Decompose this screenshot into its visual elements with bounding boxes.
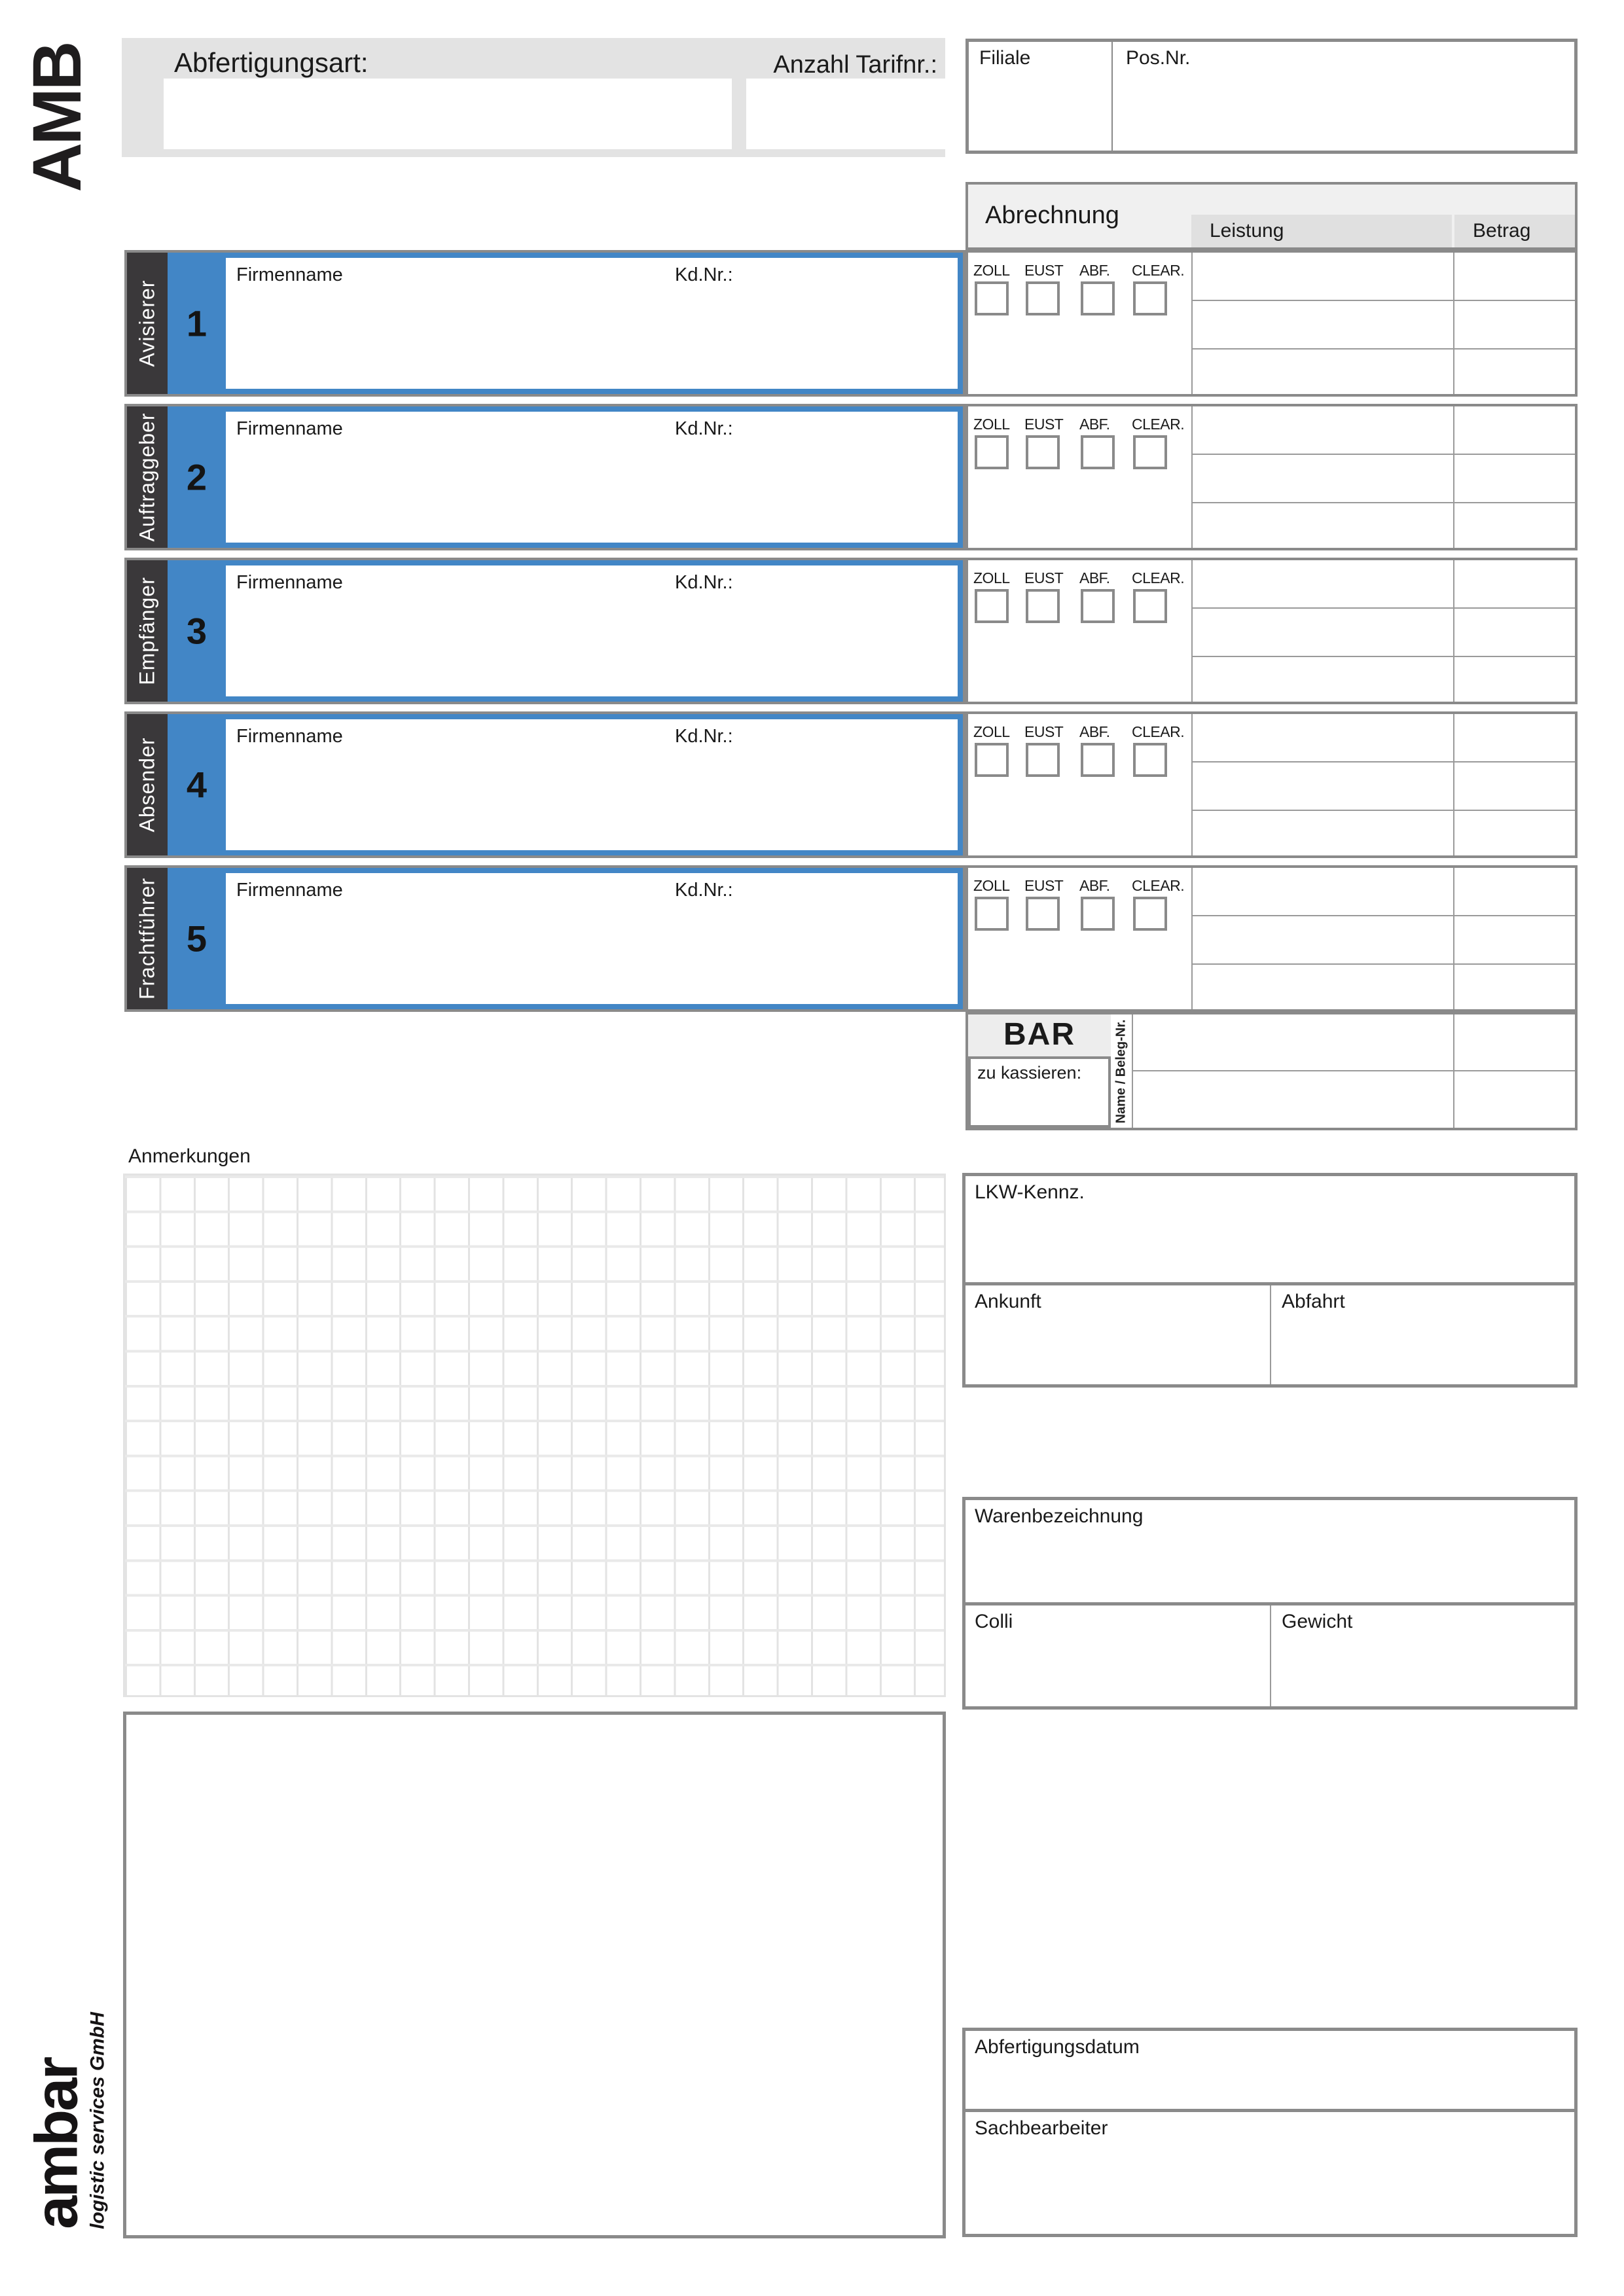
posnr-label: Pos.Nr. <box>1126 47 1191 69</box>
bar-cell-row2[interactable] <box>1134 1071 1575 1128</box>
checkbox-zoll[interactable] <box>975 743 1009 777</box>
billing-cells[interactable] <box>1191 560 1575 702</box>
company-field[interactable] <box>226 412 958 543</box>
party-row-4-absender <box>124 711 965 858</box>
cells-left-divider <box>1191 868 1193 1009</box>
zoll-label: ZOLL <box>973 416 1010 433</box>
anzahl-tarifnr-label: Anzahl Tarifnr.: <box>773 51 937 79</box>
colli-field[interactable] <box>965 1605 1270 1706</box>
betrag-divider <box>1453 714 1454 855</box>
billing-row-5 <box>965 865 1578 1012</box>
firmenname-label: Firmenname <box>236 572 343 593</box>
eust-label: EUST <box>1024 262 1064 279</box>
lkw-kennz-label: LKW-Kennz. <box>975 1181 1085 1203</box>
abf-label: ABF. <box>1079 416 1110 433</box>
betrag-divider <box>1453 868 1454 1009</box>
bar-row-divider <box>1133 1070 1575 1071</box>
role-strip <box>127 253 168 394</box>
warenbezeichnung-label: Warenbezeichnung <box>975 1505 1144 1527</box>
sachbearbeiter-label: Sachbearbeiter <box>975 2117 1108 2139</box>
abrechnung-header <box>965 182 1578 250</box>
billing-cells[interactable] <box>1191 253 1575 394</box>
company-field[interactable] <box>226 719 958 850</box>
company-field[interactable] <box>226 565 958 696</box>
checkbox-clear[interactable] <box>1133 743 1167 777</box>
section-number: 5 <box>186 918 208 960</box>
clear-label: CLEAR. <box>1132 877 1185 894</box>
gewicht-field[interactable] <box>1271 1605 1574 1706</box>
billing-row-1 <box>965 250 1578 397</box>
zu-kassieren-field[interactable] <box>968 1056 1111 1128</box>
row-divider <box>1191 656 1575 657</box>
checkbox-clear[interactable] <box>1133 897 1167 931</box>
abf-label: ABF. <box>1079 877 1110 894</box>
bar-cell-row1[interactable] <box>1134 1014 1575 1070</box>
abfertigungsart-band <box>122 38 945 157</box>
abrechnung-title: Abrechnung <box>985 202 1119 229</box>
checkbox-zoll[interactable] <box>975 897 1009 931</box>
checkbox-zoll[interactable] <box>975 589 1009 623</box>
abfertigungsdatum-field[interactable] <box>965 2031 1574 2109</box>
name-beleg-strip <box>1111 1014 1133 1128</box>
section-number: 4 <box>186 764 208 806</box>
checkbox-eust[interactable] <box>1026 435 1060 469</box>
abfahrt-field[interactable] <box>1271 1285 1574 1384</box>
zu-kassieren-label: zu kassieren: <box>977 1063 1082 1083</box>
row-divider <box>1191 915 1575 916</box>
clear-label: CLEAR. <box>1132 723 1185 740</box>
row-divider <box>1191 761 1575 762</box>
row-divider <box>1191 607 1575 609</box>
row-divider <box>1191 348 1575 350</box>
checkbox-clear[interactable] <box>1133 435 1167 469</box>
amb-logo <box>12 13 103 223</box>
section-number: 1 <box>186 302 208 344</box>
amb-logo-text: AMB <box>19 43 96 192</box>
anmerkungen-grid[interactable] <box>123 1174 946 1697</box>
firmenname-label: Firmenname <box>236 726 343 747</box>
billing-cells[interactable] <box>1191 714 1575 855</box>
abf-label: ABF. <box>1079 262 1110 279</box>
section-number: 3 <box>186 610 208 652</box>
ambar-logo <box>13 1983 124 2258</box>
billing-row-2 <box>965 404 1578 550</box>
abfertigungsdatum-label: Abfertigungsdatum <box>975 2036 1140 2058</box>
warenbezeichnung-field[interactable] <box>965 1500 1574 1602</box>
betrag-column-header: Betrag <box>1454 215 1575 247</box>
role-strip <box>127 714 168 855</box>
filiale-cell[interactable] <box>969 42 1111 151</box>
abfahrt-label: Abfahrt <box>1282 1291 1345 1312</box>
cells-left-divider <box>1191 560 1193 702</box>
role-strip <box>127 868 168 1009</box>
anzahl-tarifnr-input[interactable] <box>746 79 945 149</box>
checkbox-clear[interactable] <box>1133 589 1167 623</box>
eust-label: EUST <box>1024 877 1064 894</box>
role-label: Frachtführer <box>135 877 159 1000</box>
party-row-5-frachtfuehrer <box>124 865 965 1012</box>
billing-cells[interactable] <box>1191 406 1575 548</box>
filiale-posnr-box <box>965 39 1578 154</box>
ware-box <box>962 1497 1578 1710</box>
firmenname-label: Firmenname <box>236 418 343 439</box>
checkbox-abf[interactable] <box>1081 897 1115 931</box>
lkw-box <box>962 1173 1578 1388</box>
billing-cells[interactable] <box>1191 868 1575 1009</box>
eust-label: EUST <box>1024 569 1064 586</box>
filiale-label: Filiale <box>979 47 1031 69</box>
role-strip <box>127 406 168 548</box>
cells-left-divider <box>1191 253 1193 394</box>
kdnr-label: Kd.Nr.: <box>675 572 733 593</box>
clear-label: CLEAR. <box>1132 569 1185 586</box>
company-field[interactable] <box>226 258 958 389</box>
row-divider <box>1191 502 1575 503</box>
bar-title: BAR <box>968 1014 1111 1056</box>
kdnr-label: Kd.Nr.: <box>675 418 733 439</box>
clear-label: CLEAR. <box>1132 416 1185 433</box>
role-label: Absender <box>135 737 159 833</box>
party-row-2-auftraggeber <box>124 404 965 550</box>
betrag-divider <box>1453 1014 1454 1128</box>
kdnr-label: Kd.Nr.: <box>675 726 733 747</box>
checkbox-clear[interactable] <box>1133 281 1167 315</box>
name-beleg-label: Name / Beleg-Nr. <box>1113 1019 1128 1123</box>
kdnr-label: Kd.Nr.: <box>675 264 733 285</box>
eust-label: EUST <box>1024 416 1064 433</box>
party-row-1-avisierer <box>124 250 965 397</box>
firmenname-label: Firmenname <box>236 880 343 901</box>
party-row-3-empfaenger <box>124 558 965 704</box>
section-number: 2 <box>186 456 208 498</box>
anmerkungen-label: Anmerkungen <box>128 1145 251 1167</box>
cells-left-divider <box>1191 406 1193 548</box>
abf-label: ABF. <box>1079 569 1110 586</box>
ankunft-label: Ankunft <box>975 1291 1041 1312</box>
zoll-label: ZOLL <box>973 262 1010 279</box>
role-label: Auftraggeber <box>135 412 159 542</box>
abfertigungsart-input[interactable] <box>164 79 732 149</box>
gewicht-label: Gewicht <box>1282 1611 1353 1632</box>
leistung-column-header: Leistung <box>1191 215 1452 247</box>
posnr-cell[interactable] <box>1114 42 1574 151</box>
row-divider <box>1191 454 1575 455</box>
kdnr-label: Kd.Nr.: <box>675 880 733 901</box>
checkbox-eust[interactable] <box>1026 743 1060 777</box>
zoll-label: ZOLL <box>973 723 1010 740</box>
clear-label: CLEAR. <box>1132 262 1185 279</box>
cells-left-divider <box>1191 714 1193 855</box>
billing-row-3 <box>965 558 1578 704</box>
billing-row-4 <box>965 711 1578 858</box>
abf-label: ABF. <box>1079 723 1110 740</box>
row-divider <box>1191 300 1575 301</box>
checkbox-zoll[interactable] <box>975 435 1009 469</box>
betrag-divider <box>1453 406 1454 548</box>
ambar-logo-tagline: logistic services GmbH <box>86 2012 109 2229</box>
ambar-logo-name: ambar <box>23 2058 90 2229</box>
company-field[interactable] <box>226 873 958 1004</box>
abfertigungsart-label: Abfertigungsart: <box>174 47 369 78</box>
role-label: Empfänger <box>135 577 159 685</box>
checkbox-abf[interactable] <box>1081 743 1115 777</box>
checkbox-eust[interactable] <box>1026 897 1060 931</box>
lkw-kennz-field[interactable] <box>965 1176 1574 1282</box>
checkbox-eust[interactable] <box>1026 281 1060 315</box>
zoll-label: ZOLL <box>973 877 1010 894</box>
eust-label: EUST <box>1024 723 1064 740</box>
checkbox-eust[interactable] <box>1026 589 1060 623</box>
bar-section <box>965 1012 1578 1130</box>
filiale-posnr-divider <box>1111 42 1113 151</box>
betrag-divider <box>1453 560 1454 702</box>
checkbox-abf[interactable] <box>1081 281 1115 315</box>
row-divider <box>1191 810 1575 811</box>
abfertigung-box <box>962 2028 1578 2237</box>
firmenname-label: Firmenname <box>236 264 343 285</box>
checkbox-abf[interactable] <box>1081 435 1115 469</box>
notes-box[interactable] <box>123 1712 946 2238</box>
zoll-label: ZOLL <box>973 569 1010 586</box>
role-strip <box>127 560 168 702</box>
sachbearbeiter-field[interactable] <box>965 2112 1574 2234</box>
role-label: Avisierer <box>135 279 159 367</box>
ankunft-field[interactable] <box>965 1285 1270 1384</box>
colli-label: Colli <box>975 1611 1013 1632</box>
betrag-divider <box>1453 253 1454 394</box>
row-divider <box>1191 963 1575 965</box>
checkbox-abf[interactable] <box>1081 589 1115 623</box>
checkbox-zoll[interactable] <box>975 281 1009 315</box>
